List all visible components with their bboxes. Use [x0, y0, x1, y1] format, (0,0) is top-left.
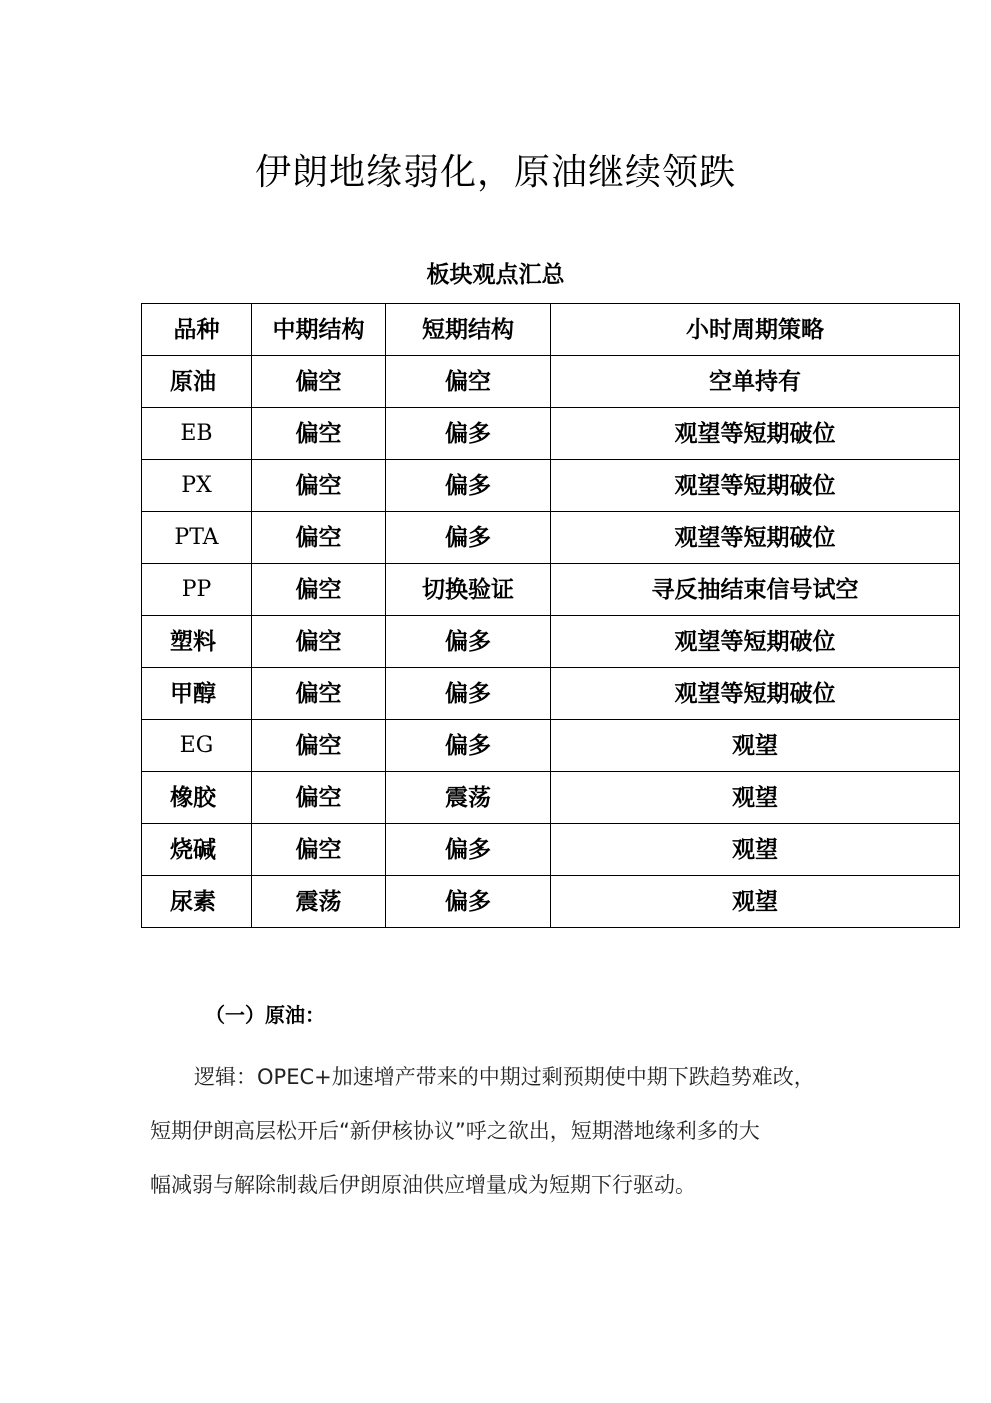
variety-cell: 橡胶 — [142, 772, 252, 824]
header-short-term-structure: 短期结构 — [386, 304, 551, 356]
strategy-cell: 观望等短期破位 — [551, 512, 960, 564]
document-title: 伊朗地缘弱化，原油继续领跌 — [254, 152, 736, 193]
short-term-cell: 震荡 — [386, 772, 551, 824]
strategy-cell: 观望等短期破位 — [551, 460, 960, 512]
variety-cell: PTA — [142, 512, 252, 564]
mid-term-cell: 偏空 — [252, 668, 386, 720]
mid-term-cell: 偏空 — [252, 616, 386, 668]
table-row — [142, 616, 960, 668]
table-header-row — [142, 304, 960, 356]
paragraph-line: 逻辑：OPEC+加速增产带来的中期过剩预期使中期下跌趋势难改， — [194, 1065, 815, 1089]
short-term-cell: 偏多 — [386, 616, 551, 668]
short-term-cell: 偏多 — [386, 460, 551, 512]
strategy-cell: 空单持有 — [551, 356, 960, 408]
strategy-cell: 观望 — [551, 824, 960, 876]
variety-cell: EB — [142, 408, 252, 460]
strategy-cell: 寻反抽结束信号试空 — [551, 564, 960, 616]
short-term-cell: 偏多 — [386, 876, 551, 928]
table-row — [142, 824, 960, 876]
header-mid-term-structure: 中期结构 — [252, 304, 386, 356]
mid-term-cell: 偏空 — [252, 460, 386, 512]
short-term-cell: 偏多 — [386, 824, 551, 876]
short-term-cell: 切换验证 — [386, 564, 551, 616]
mid-term-cell: 偏空 — [252, 512, 386, 564]
table-row — [142, 460, 960, 512]
variety-cell: PX — [142, 460, 252, 512]
short-term-cell: 偏多 — [386, 408, 551, 460]
strategy-cell: 观望 — [551, 772, 960, 824]
table-row — [142, 720, 960, 772]
section-heading-crude-oil: （一）原油： — [205, 1003, 325, 1027]
variety-cell: 原油 — [142, 356, 252, 408]
short-term-cell: 偏多 — [386, 668, 551, 720]
crude-oil-logic-paragraph — [150, 1050, 870, 1212]
table-caption: 板块观点汇总 — [426, 261, 565, 288]
strategy-cell: 观望等短期破位 — [551, 408, 960, 460]
paragraph-line: 短期伊朗高层松开后“新伊核协议”呼之欲出，短期潜地缘利多的大 — [150, 1119, 760, 1143]
table-row — [142, 564, 960, 616]
table-row — [142, 408, 960, 460]
mid-term-cell: 震荡 — [252, 876, 386, 928]
table-row — [142, 512, 960, 564]
strategy-cell: 观望 — [551, 876, 960, 928]
table-row — [142, 772, 960, 824]
variety-cell: 烧碱 — [142, 824, 252, 876]
short-term-cell: 偏空 — [386, 356, 551, 408]
table-row — [142, 356, 960, 408]
header-hourly-strategy: 小时周期策略 — [551, 304, 960, 356]
table-row — [142, 876, 960, 928]
mid-term-cell: 偏空 — [252, 720, 386, 772]
mid-term-cell: 偏空 — [252, 356, 386, 408]
mid-term-cell: 偏空 — [252, 772, 386, 824]
sector-view-table — [141, 303, 960, 928]
variety-cell: EG — [142, 720, 252, 772]
variety-cell: 塑料 — [142, 616, 252, 668]
strategy-cell: 观望等短期破位 — [551, 668, 960, 720]
header-variety: 品种 — [142, 304, 252, 356]
strategy-cell: 观望等短期破位 — [551, 616, 960, 668]
paragraph-line: 幅减弱与解除制裁后伊朗原油供应增量成为短期下行驱动。 — [150, 1173, 696, 1197]
short-term-cell: 偏多 — [386, 512, 551, 564]
table-row — [142, 668, 960, 720]
variety-cell: 甲醇 — [142, 668, 252, 720]
variety-cell: PP — [142, 564, 252, 616]
variety-cell: 尿素 — [142, 876, 252, 928]
short-term-cell: 偏多 — [386, 720, 551, 772]
mid-term-cell: 偏空 — [252, 408, 386, 460]
mid-term-cell: 偏空 — [252, 564, 386, 616]
strategy-cell: 观望 — [551, 720, 960, 772]
mid-term-cell: 偏空 — [252, 824, 386, 876]
